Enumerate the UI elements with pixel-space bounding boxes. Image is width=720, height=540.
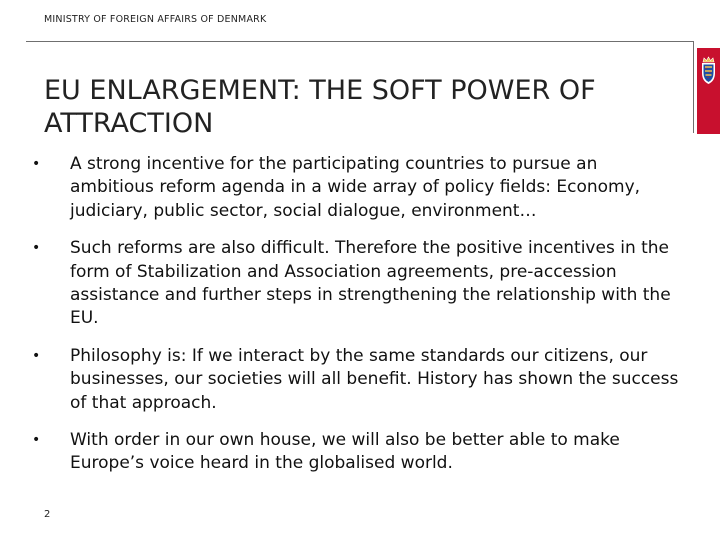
list-item — [26, 237, 686, 331]
slide-title: EU ENLARGEMENT: THE SOFT POWER OF ATTRACTION — [44, 75, 596, 139]
bullet-marker: • — [32, 240, 41, 257]
bullet-list — [26, 153, 686, 490]
bullet-text: Philosophy is: If we interact by the same standards our citizens, our businesses, our societies will all benefit. History has shown the success of that approach. — [70, 345, 679, 413]
ministry-logo — [697, 48, 720, 134]
danish-coat-of-arms-icon — [699, 56, 718, 86]
header-divider — [26, 41, 694, 42]
bullet-text: With order in our own house, we will also be better able to make Europe’s voice heard in the globalised world. — [70, 430, 620, 474]
bullet-text: A strong incentive for the participating countries to pursue an ambitious reform agenda in a wide array of policy fields: Economy, judiciary, public sector, social dialogue, environment… — [70, 154, 641, 221]
page-number: 2 — [44, 509, 51, 520]
list-item — [26, 345, 686, 415]
list-item — [26, 153, 686, 223]
bullet-marker: • — [32, 347, 41, 364]
bullet-marker: • — [32, 432, 41, 449]
bullet-text: Such reforms are also difficult. Therefore the positive incentives in the form of Stabilization and Association agreements, pre-accession assistance and further steps in strengthening the relationship with the EU. — [70, 238, 671, 329]
organization-header: MINISTRY OF FOREIGN AFFAIRS OF DENMARK — [44, 14, 267, 25]
bullet-marker: • — [32, 156, 41, 172]
header-divider-vertical — [693, 41, 694, 133]
list-item — [26, 429, 686, 476]
